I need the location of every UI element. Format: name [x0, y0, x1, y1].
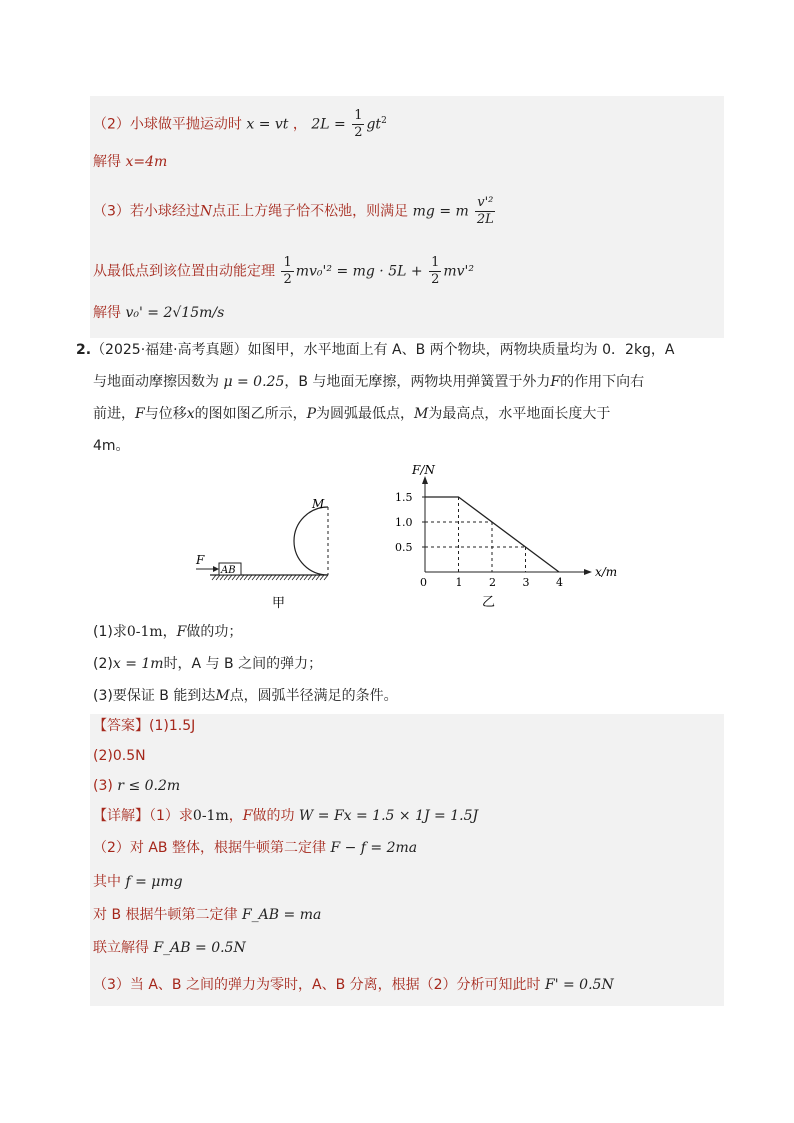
- question-line-3: 前进，F与位移x的图如图乙所示，P为圆弧最低点，M为最高点，水平地面长度大于: [93, 406, 611, 422]
- part2-fraction: $\frac{1}{2}$: [354, 108, 363, 140]
- answer-2: (2)0.5N: [93, 748, 146, 764]
- label-M: M: [312, 497, 325, 511]
- part2-eq2-lhs: 2L =: [311, 116, 346, 133]
- solution1-value: x=4m: [125, 154, 168, 170]
- newton-system-eq: F − f = 2ma: [330, 840, 418, 856]
- solution2-line: [93, 303, 224, 323]
- part2-sep: ，: [292, 116, 307, 133]
- question-line-2: 与地面动摩擦因数为 μ = 0.25，B 与地面无摩擦，两物块用弹簧置于外力F的作用下向右: [93, 374, 645, 390]
- detail-tag: 【详解】: [93, 808, 149, 824]
- part3-mid: 点正上方绳子恰不松弛，则满足: [212, 203, 409, 220]
- answer-line-1: [93, 716, 195, 736]
- answer-3-lead: (3): [93, 778, 113, 794]
- force-ab-result: F_AB = 0.5N: [153, 940, 246, 956]
- x-axis-arrow: [584, 569, 592, 575]
- sub-question-2: (2)x = 1m时，A 与 B 之间的弹力；: [93, 656, 323, 672]
- detail-line-6: （3）当 A、B 之间的弹力为零时，A、B 分离，根据（2）分析可知此时 F' = 0.5N: [93, 977, 614, 993]
- question-line-4: 4m。: [93, 438, 130, 454]
- figure-yi-chart: [390, 460, 630, 610]
- part3-line: [93, 195, 497, 228]
- energy-lead: 从最低点到该位置由动能定理: [93, 263, 275, 280]
- separation-force: F' = 0.5N: [544, 977, 614, 993]
- answer-line-2: [93, 746, 146, 766]
- energy-tail: mv'²: [443, 263, 474, 280]
- y-tick-label-2: 0.5: [395, 541, 413, 554]
- answer-1: (1)1.5J: [149, 718, 196, 734]
- work-equation: W = Fx = 1.5 × 1J = 1.5J: [298, 808, 479, 824]
- y-axis-arrow: [422, 476, 428, 484]
- caption-yi: 乙: [482, 595, 496, 610]
- part3-N: N: [199, 203, 213, 220]
- y-tick-label-1: 1.0: [395, 516, 413, 529]
- friction-coefficient: μ = 0.25: [223, 374, 285, 390]
- x-axis-label: x/m: [595, 565, 618, 579]
- y-tick-label-0: 1.5: [395, 491, 413, 504]
- part2-eq2-rhs: gt: [366, 116, 382, 133]
- part3-fraction: $\frac{\text{v'²}}{2L}$: [476, 195, 494, 227]
- energy-line: [93, 255, 474, 288]
- force-label: F: [196, 553, 205, 567]
- solution2-lead: 解得: [93, 305, 121, 321]
- origin-label: 0: [420, 576, 427, 589]
- answer-shade: [90, 714, 724, 1006]
- part2-line: [93, 108, 387, 141]
- answer-3-eq: r ≤ 0.2m: [117, 778, 181, 794]
- question-text-1: 如图甲，水平地面上有 A、B 两个物块，两物块质量均为 0．2kg，A: [247, 342, 675, 358]
- sub-question-1: (1)求0-1m，F做的功；: [93, 624, 243, 640]
- x-tick-label-0: 1: [455, 576, 463, 589]
- question-source: （2025·福建·高考真题）: [91, 342, 248, 358]
- x-tick-label-3: 4: [556, 576, 563, 589]
- friction-eq: f = μmg: [125, 874, 183, 890]
- detail-line-4: 对 B 根据牛顿第二定律 F_AB = ma: [93, 907, 322, 923]
- question-line-1: [76, 334, 675, 366]
- x-tick-label-2: 3: [522, 576, 530, 589]
- part2-exponent: 2: [381, 115, 387, 126]
- answer-tag: 【答案】: [93, 718, 149, 734]
- answer-line-3: [93, 776, 180, 796]
- detail-line-3: 其中 f = μmg: [93, 874, 183, 890]
- energy-fraction-2: $\frac{1}{2}$: [431, 255, 440, 287]
- part3-eq-lhs: mg = m: [412, 203, 469, 220]
- detail-line-2: （2）对 AB 整体，根据牛顿第二定律 F − f = 2ma: [93, 840, 418, 856]
- force-arrow-head: [213, 566, 219, 572]
- caption-jia: 甲: [272, 596, 286, 611]
- y-axis-label: F/N: [412, 463, 435, 477]
- part2-text: （2）小球做平抛运动时: [93, 116, 242, 133]
- semicircle-track: [294, 507, 328, 575]
- newton-b-eq: F_AB = ma: [241, 907, 322, 923]
- detail-line-5: 联立解得 F_AB = 0.5N: [93, 940, 246, 956]
- solution2-value: v₀' = 2√15m/s: [125, 305, 225, 321]
- part3-lead: （3）若小球经过: [93, 203, 200, 220]
- energy-mid: mv₀'² = mg · 5L +: [295, 263, 423, 280]
- figure-jia: [190, 490, 370, 615]
- detail-line-1: 【详解】（1）求0-1m，F做的功 W = Fx = 1.5 × 1J = 1.5J: [93, 808, 479, 824]
- x-tick-label-1: 2: [489, 576, 496, 589]
- part2-eq1: x = vt: [246, 116, 289, 133]
- solution1-lead: 解得: [93, 154, 121, 170]
- energy-fraction-1: $\frac{1}{2}$: [283, 255, 292, 287]
- block-ab-label: AB: [221, 565, 236, 576]
- solution1-line: [93, 152, 167, 172]
- question-number: 2.: [76, 342, 92, 358]
- sub-question-3: (3)要保证 B 能到达M点，圆弧半径满足的条件。: [93, 688, 398, 704]
